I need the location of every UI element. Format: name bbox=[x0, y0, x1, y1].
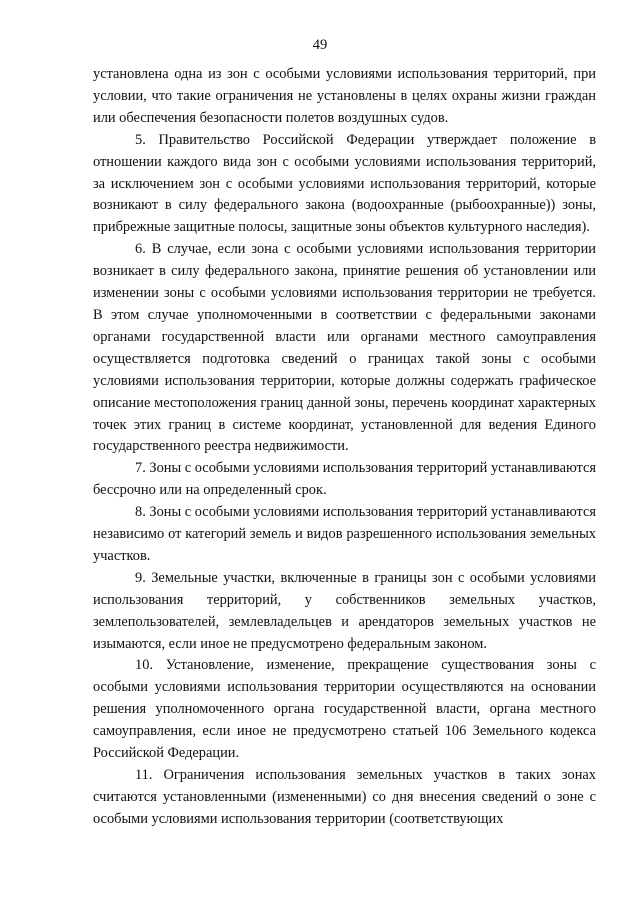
paragraph-item-6: 6. В случае, если зона с особыми условиями использования территории возникает в силу федерального закона, принятие решения об установлении или изменении зоны с особыми условиями использования территории не требуется. В этом случае уполномоченными в соответствии с федеральными законами органами государственной власти или органами местного самоуправления осуществляется подготовка сведений о границах такой зоны с особыми условиями использования территории, которые должны содержать графическое описание местоположения границ данной зоны, перечень координат характерных точек этих границ в системе координат, установленной для ведения Единого государственного реестра недвижимости. bbox=[93, 241, 596, 455]
paragraph-item-5: 5. Правительство Российской Федерации утверждает положение в отношении каждого вида зон с особыми условиями использования территорий, за исключением зон с особыми условиями использования территорий, которые возникают в силу федерального закона (водоохранные (рыбоохранные)) зоны, прибрежные защитные полосы, защитные зоны объектов культурного наследия). bbox=[93, 131, 596, 236]
paragraph-item-9: 9. Земельные участки, включенные в границы зон с особыми условиями использования территорий, у собственников земельных участков, землепользователей, землевладельцев и арендаторов земельных участков не изымаются, если иное не предусмотрено федеральным законом. bbox=[93, 569, 596, 652]
paragraph-continuation: установлена одна из зон с особыми условиями использования территорий, при условии, что такие ограничения не установлены в целях охраны жизни граждан или обеспечения безопасности полетов воздушных судов. bbox=[93, 66, 596, 126]
paragraph-item-11: 11. Ограничения использования земельных участков в таких зонах считаются установленными (измененными) со дня внесения сведений о зоне с особыми условиями использования территории (соответствующих bbox=[93, 767, 596, 827]
page-number: 49 bbox=[312, 37, 328, 53]
paragraph-item-7: 7. Зоны с особыми условиями использования территорий устанавливаются бессрочно или на определенный срок. bbox=[93, 460, 596, 499]
paragraph-item-10: 10. Установление, изменение, прекращение существования зоны с особыми условиями использования территории осуществляются на основании решения уполномоченного органа государственной власти, органа местного самоуправления, если иное не предусмотрено статьей 106 Земельного кодекса Российской Федерации. bbox=[93, 657, 596, 762]
document-body bbox=[93, 64, 596, 831]
paragraph-item-8: 8. Зоны с особыми условиями использования территорий устанавливаются независимо от категорий земель и видов разрешенного использования земельных участков. bbox=[93, 504, 596, 564]
